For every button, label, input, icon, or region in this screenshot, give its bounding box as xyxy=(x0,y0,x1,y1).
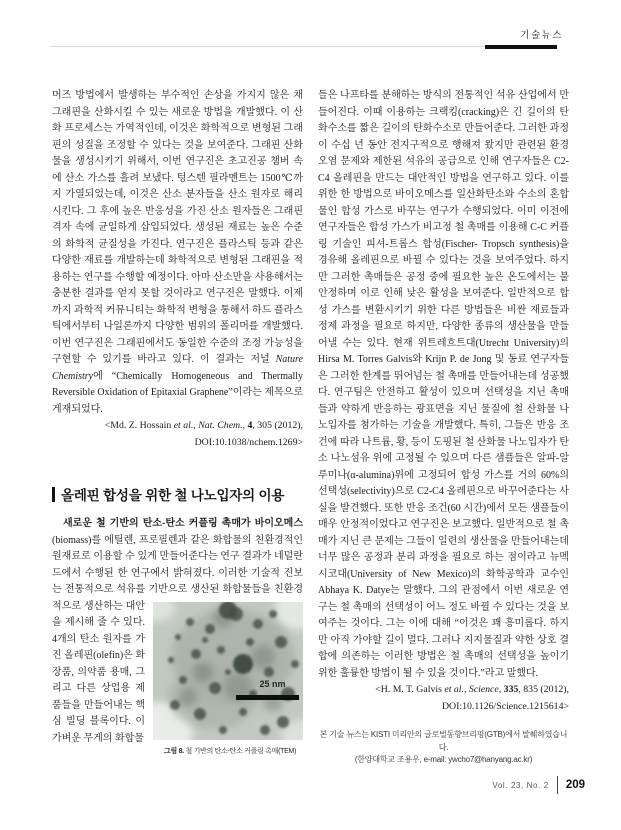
tem-micrograph-image xyxy=(153,602,303,740)
scale-bar-label: 25 nm xyxy=(259,679,286,690)
header-rule-thick xyxy=(485,45,557,49)
citation-doi: DOI:10.1038/nchem.1269> xyxy=(194,436,303,448)
volume-issue-label: Vol. 23, No. 2 xyxy=(492,780,549,790)
citation-sep: , xyxy=(498,684,504,695)
page-header-label: 기술뉴스 xyxy=(520,30,563,41)
footer-divider xyxy=(557,776,558,794)
figure-caption-text: 철 기반의 탄소-탄소 커플링 촉매(TEM) xyxy=(183,747,297,755)
paragraph-text: 에 “Chemically Homogeneous and Thermally Reversible Oxidation of Epitaxial Graphene”이라는 제목으로 게재되었다. xyxy=(52,370,303,415)
scale-bar xyxy=(236,695,299,700)
citation-hossain xyxy=(52,418,303,451)
heading-bar xyxy=(52,487,55,502)
citation-etal: et al. xyxy=(173,420,194,431)
left-column xyxy=(52,88,303,767)
tem-micrograph-svg xyxy=(153,602,303,740)
paragraph-olefin-synthesis: 들은 나프타를 분해하는 방식의 전통적인 석유 산업에서 만들어진다. 이때 이용하는 크랙킹(cracking)은 긴 길이의 탄화수소를 짧은 길이의 탄화수소로 만들어준다. 그러한 과정이 수십 년 동안 전지구적으로 행해져 왔지만 관련된 환경오염 문제와 제한된 석유의 공급으로 인해 연구자들은 C2-C4 올레핀을 만드는 대안적인 방법을 연구하고 있다. 이를 위한 한 방법으로 바이오메스를 일산화탄소와 수소의 혼합물인 합성 가스로 바꾸는 연구가 수행되었다. 이미 이전에 연구자들은 합성 가스가 비고정 철 촉매를 이용해 C-C 커플링 기술인 피셔-트롭스 합성(Fischer- Tropsch synthesis)을 경유해 올레핀으로 바뀔 수 있다는 것을 보여주었다. 하지만 그러한 촉매들은 공정 중에 필요한 높은 온도에서는 불안정하며 이로 인해 낮은 활성을 보여준다. 일반적으로 합성 가스를 변환시키기 위한 다른 방법들은 비싼 재료들과 정제 과정을 필요로 하지만, 다양한 종류의 생산물을 만들어낼 수는 있다. 현재 위트레흐트대(Utrecht University)의 Hirsa M. Torres Galvis와 Krijn P. de Jong 및 동료 연구자들은 그러한 한계를 뛰어넘는 철 촉매를 만들어내는데 성공했다. 연구팀은 안전하고 활성이 있으며 선택성을 지닌 촉매들과 약하게 반응하는 광표면을 지닌 물질에 철 산화물 나노입자를 첨가하는 기술을 개발했다. 특히, 그들은 반응 조건에 따라 나트륨, 황, 등이 도핑된 철 산화물 나노입자가 탄소 나노섬유 위에 고정될 수 있으며 다른 샘플들은 알파-알루미나(α-alumina)위에 고정되어 합성 가스를 거의 60%의 선택성(selectivity)으로 C2-C4 올레핀으로 바꾸어준다는 사실을 발견했다. 또한 반응 조건(60 시간)에서 모든 샘플들이 매우 안정적이었다고 연구진은 보고했다. 일반적으로 철 촉매가 지닌 큰 문제는 그들이 일련의 생산물을 만들어내는데 너무 많은 공정과 분리 과정을 필요로 하는 점이라고 뉴멕시코대(University of New Mexico)의 화학공학과 교수인 Abhaya K. Datye는 말했다. 그의 관점에서 이번 새로운 연구는 철 촉매의 선택성이 어느 정도 바뀔 수 있다는 것을 보여주는 것이다. 그는 이에 대해 “이것은 꽤 흥미롭다. 하지만 아직 가야할 길이 멀다. 그러나 지지물질과 약한 상호 결합에 의존하는 이러한 방법은 철 촉매의 선택성을 높이기 위한 훌륭한 방법이 될 수 있을 것이다.”라고 말했다. xyxy=(318,90,569,679)
section-heading-text: 올레핀 합성을 위한 철 나노입자의 이용 xyxy=(61,488,285,503)
citation-sep: , xyxy=(193,420,199,431)
citation-volume: 335 xyxy=(503,684,519,695)
citation-authors: <H. M. T. Galvis xyxy=(375,684,445,695)
citation-pages-year: , 305 (2012), xyxy=(252,420,303,431)
citation-sep: , xyxy=(463,684,469,695)
journal-name-nature-chemistry: Nature Chemistry xyxy=(52,354,303,382)
source-note xyxy=(318,729,569,767)
source-note-line1: 본 기술 뉴스는 KISTI 미리안의 글로벌동향브리핑(GTB)에서 발췌하였습니다. xyxy=(319,730,568,752)
citation-galvis xyxy=(318,682,569,715)
citation-pages-year: , 835 (2012), xyxy=(518,684,569,695)
figure-caption xyxy=(153,744,303,761)
citation-journal: Nat. Chem. xyxy=(198,420,243,431)
page-number: 209 xyxy=(565,779,585,791)
header-rule xyxy=(50,44,557,49)
citation-doi: DOI:10.1126/Science.1215614> xyxy=(441,700,569,712)
header-rule-thin xyxy=(50,46,485,47)
section-heading-olefin xyxy=(52,484,303,504)
paragraph-iron-catalyst xyxy=(52,516,303,755)
citation-etal: et al. xyxy=(444,684,464,695)
body-columns xyxy=(52,88,569,767)
paragraph-text: 머즈 방법에서 발생하는 부수적인 손상을 가지지 않은 채 그래핀을 산화시킬 수 있는 새로운 방법을 개발했다. 이 산화 프로세스는 가역적인데, 이것은 화학적으로 변형된 그래핀의 성질을 조정할 수 있다는 것을 보여준다. 그래핀 산화물을 생성시키기 위해서, 이번 연구진은 초고진공 챔버 속에 산소 가스를 흘려 보냈다. 텅스텐 필라멘트는 1500℃까지 가열되었는데, 이것은 산소 분자들을 산소 원자로 해리시킨다. 그 후에 높은 반응성을 가진 산소 원자들은 그래핀 격자 속에 균일하게 삽입되었다. 생성된 재료는 높은 수준의 화학적 균질성을 가진다. 연구진은 플라스틱 등과 같은 다양한 재료를 개발하는데 화학적으로 변형된 그래핀을 적용하는 연구를 수행할 예정이다. 아마 산소만을 사용해서는 충분한 결과를 얻지 못할 것이라고 연구진은 말했다. 이제까지 과학적 커뮤니티는 화학적 변형을 통해서 하드 플라스틱에서부터 나일론까지 다양한 범위의 폴리머를 개발했다. 이번 연구진은 그래핀에서도 동일한 수준의 조정 가능성을 구현할 수 있기를 바라고 있다. 이 결과는 저널 xyxy=(52,90,303,365)
right-column xyxy=(318,88,569,767)
citation-journal: Science xyxy=(468,684,499,695)
citation-volume: 4 xyxy=(247,420,253,431)
paragraph-text: (biomass)를 에틸렌, 프로필렌과 같은 화합물의 친환경적인 원재료로 이용할 수 있게 만들어준다는 연구 결과가 네덜란드에서 수행된 한 연구에서 밝혀졌다. 이러한 기술적 진보는 전통적으로 석유를 기반으로 생산된 화합물들을 xyxy=(52,534,303,595)
paragraph-lead-bold: 새로운 철 기반의 탄소-탄소 커플링 촉매가 바이오메스 xyxy=(63,518,303,529)
citation-sep: , xyxy=(242,420,248,431)
figure-8 xyxy=(153,602,303,761)
figure-caption-label: 그림 8. xyxy=(164,747,184,755)
source-note-line2: (한양대학교 조용우, e-mail: ywcho7@hanyang.ac.kr) xyxy=(354,755,533,764)
citation-authors: <Md. Z. Hossain xyxy=(104,420,174,431)
paragraph-graphene-oxidation xyxy=(52,88,303,418)
paragraph-text: 친환경적으로 생산하는 대안을 제시해 줄 수 있다. 4개의 탄소 원자를 가진 올레핀(olefin)은 화장품, 의약품 용매, 그리고 다른 상업용 제품들을 만들어내는 핵심 빌딩 블록이다. 이 가벼운 무게의 화합물 xyxy=(52,584,303,744)
page-footer xyxy=(492,776,585,794)
